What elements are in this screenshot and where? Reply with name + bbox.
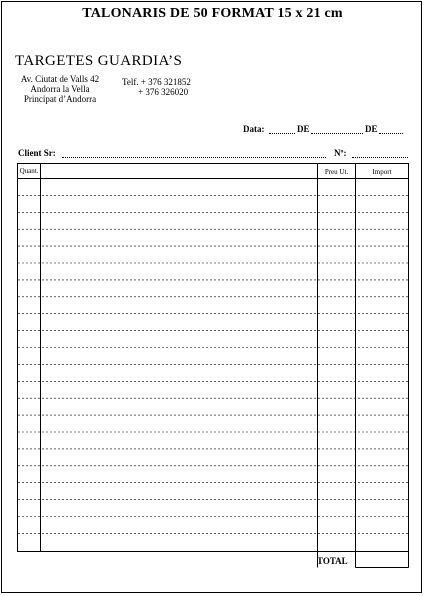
table-border [18,164,409,552]
total-amount-field[interactable] [356,552,408,567]
column-header-unit-price: Preu Ut. [324,168,349,176]
company-name: TARGETES GUARDIA’S [15,53,183,69]
column-header-quantity: Quant. [19,167,39,175]
date-label: Data: [243,124,265,134]
date-de-label-2: DE [365,124,378,134]
phone-line: Telf. + 376 321852 [122,77,191,87]
address-line: Av. Ciutat de Valls 42 [20,74,100,84]
phone-line: + 376 326020 [138,87,189,97]
address-line: Principat d’Andorra [23,94,97,104]
address-line: Andorra la Vella [30,84,90,94]
total-label: TOTAL [317,556,348,566]
column-header-amount: Import [372,168,392,176]
document-title: TALONARIS DE 50 FORMAT 15 x 21 cm [82,6,343,21]
number-label: Nº: [334,148,347,158]
client-label: Client Sr: [18,148,56,158]
date-de-label-1: DE [297,124,310,134]
